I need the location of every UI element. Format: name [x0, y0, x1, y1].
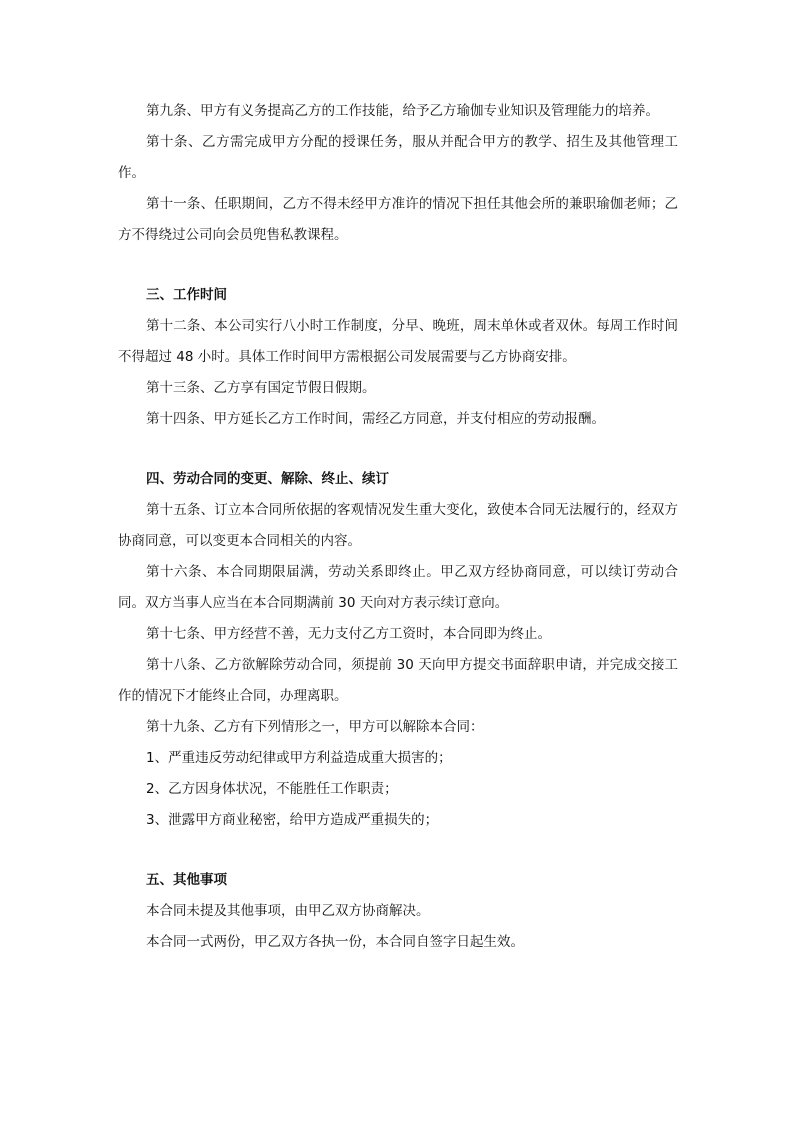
clause-16: 第十六条、本合同期限届满，劳动关系即终止。甲乙双方经协商同意，可以续订劳动合同。双方当事人应当在本合同期满前 30 天向对方表示续订意向。	[118, 564, 678, 611]
clause-19-item-1: 1、严重违反劳动纪律或甲方利益造成重大损害的；	[146, 750, 452, 766]
clause-12: 第十二条、本公司实行八小时工作制度，分早、晚班，周末单休或者双休。每周工作时间不得超过 48 小时。具体工作时间甲方需根据公司发展需要与乙方协商安排。	[118, 318, 678, 365]
clause-19-item-2: 2、乙方因身体状况，不能胜任工作职责；	[146, 781, 398, 797]
clause-13: 第十三条、乙方享有国定节假日假期。	[146, 380, 376, 396]
clause-19-item-3: 3、泄露甲方商业秘密，给甲方造成严重损失的；	[146, 812, 439, 828]
other-matters-paragraph-2: 本合同一式两份，甲乙双方各执一份，本合同自签字日起生效。	[146, 934, 524, 950]
clause-17: 第十七条、甲方经营不善，无力支付乙方工资时，本合同即为终止。	[146, 626, 551, 642]
clause-9: 第九条、甲方有义务提高乙方的工作技能，给予乙方瑜伽专业知识及管理能力的培养。	[146, 103, 659, 119]
section-heading-working-hours: 三、工作时间	[146, 287, 227, 303]
document-body	[118, 96, 678, 958]
clause-18: 第十八条、乙方欲解除劳动合同，须提前 30 天向甲方提交书面辞职申请，并完成交接工作的情况下才能终止合同，办理离职。	[118, 657, 678, 704]
clause-14: 第十四条、甲方延长乙方工作时间，需经乙方同意，并支付相应的劳动报酬。	[146, 411, 605, 427]
section-heading-contract-changes: 四、劳动合同的变更、解除、终止、续订	[146, 471, 389, 487]
section-gap	[118, 251, 678, 280]
clause-10: 第十条、乙方需完成甲方分配的授课任务，服从并配合甲方的教学、招生及其他管理工作。	[118, 134, 678, 181]
clause-15: 第十五条、订立本合同所依据的客观情况发生重大变化，致使本合同无法履行的，经双方协商同意，可以变更本合同相关的内容。	[118, 502, 678, 549]
section-gap	[118, 836, 678, 865]
other-matters-paragraph-1: 本合同未提及其他事项，由甲乙双方协商解决。	[146, 903, 430, 919]
clause-19: 第十九条、乙方有下列情形之一，甲方可以解除本合同：	[146, 719, 484, 735]
section-heading-other-matters: 五、其他事项	[146, 872, 227, 888]
section-gap	[118, 435, 678, 464]
clause-11: 第十一条、任职期间，乙方不得未经甲方准许的情况下担任其他会所的兼职瑜伽老师；乙方不得绕过公司向会员兜售私教课程。	[118, 196, 678, 243]
